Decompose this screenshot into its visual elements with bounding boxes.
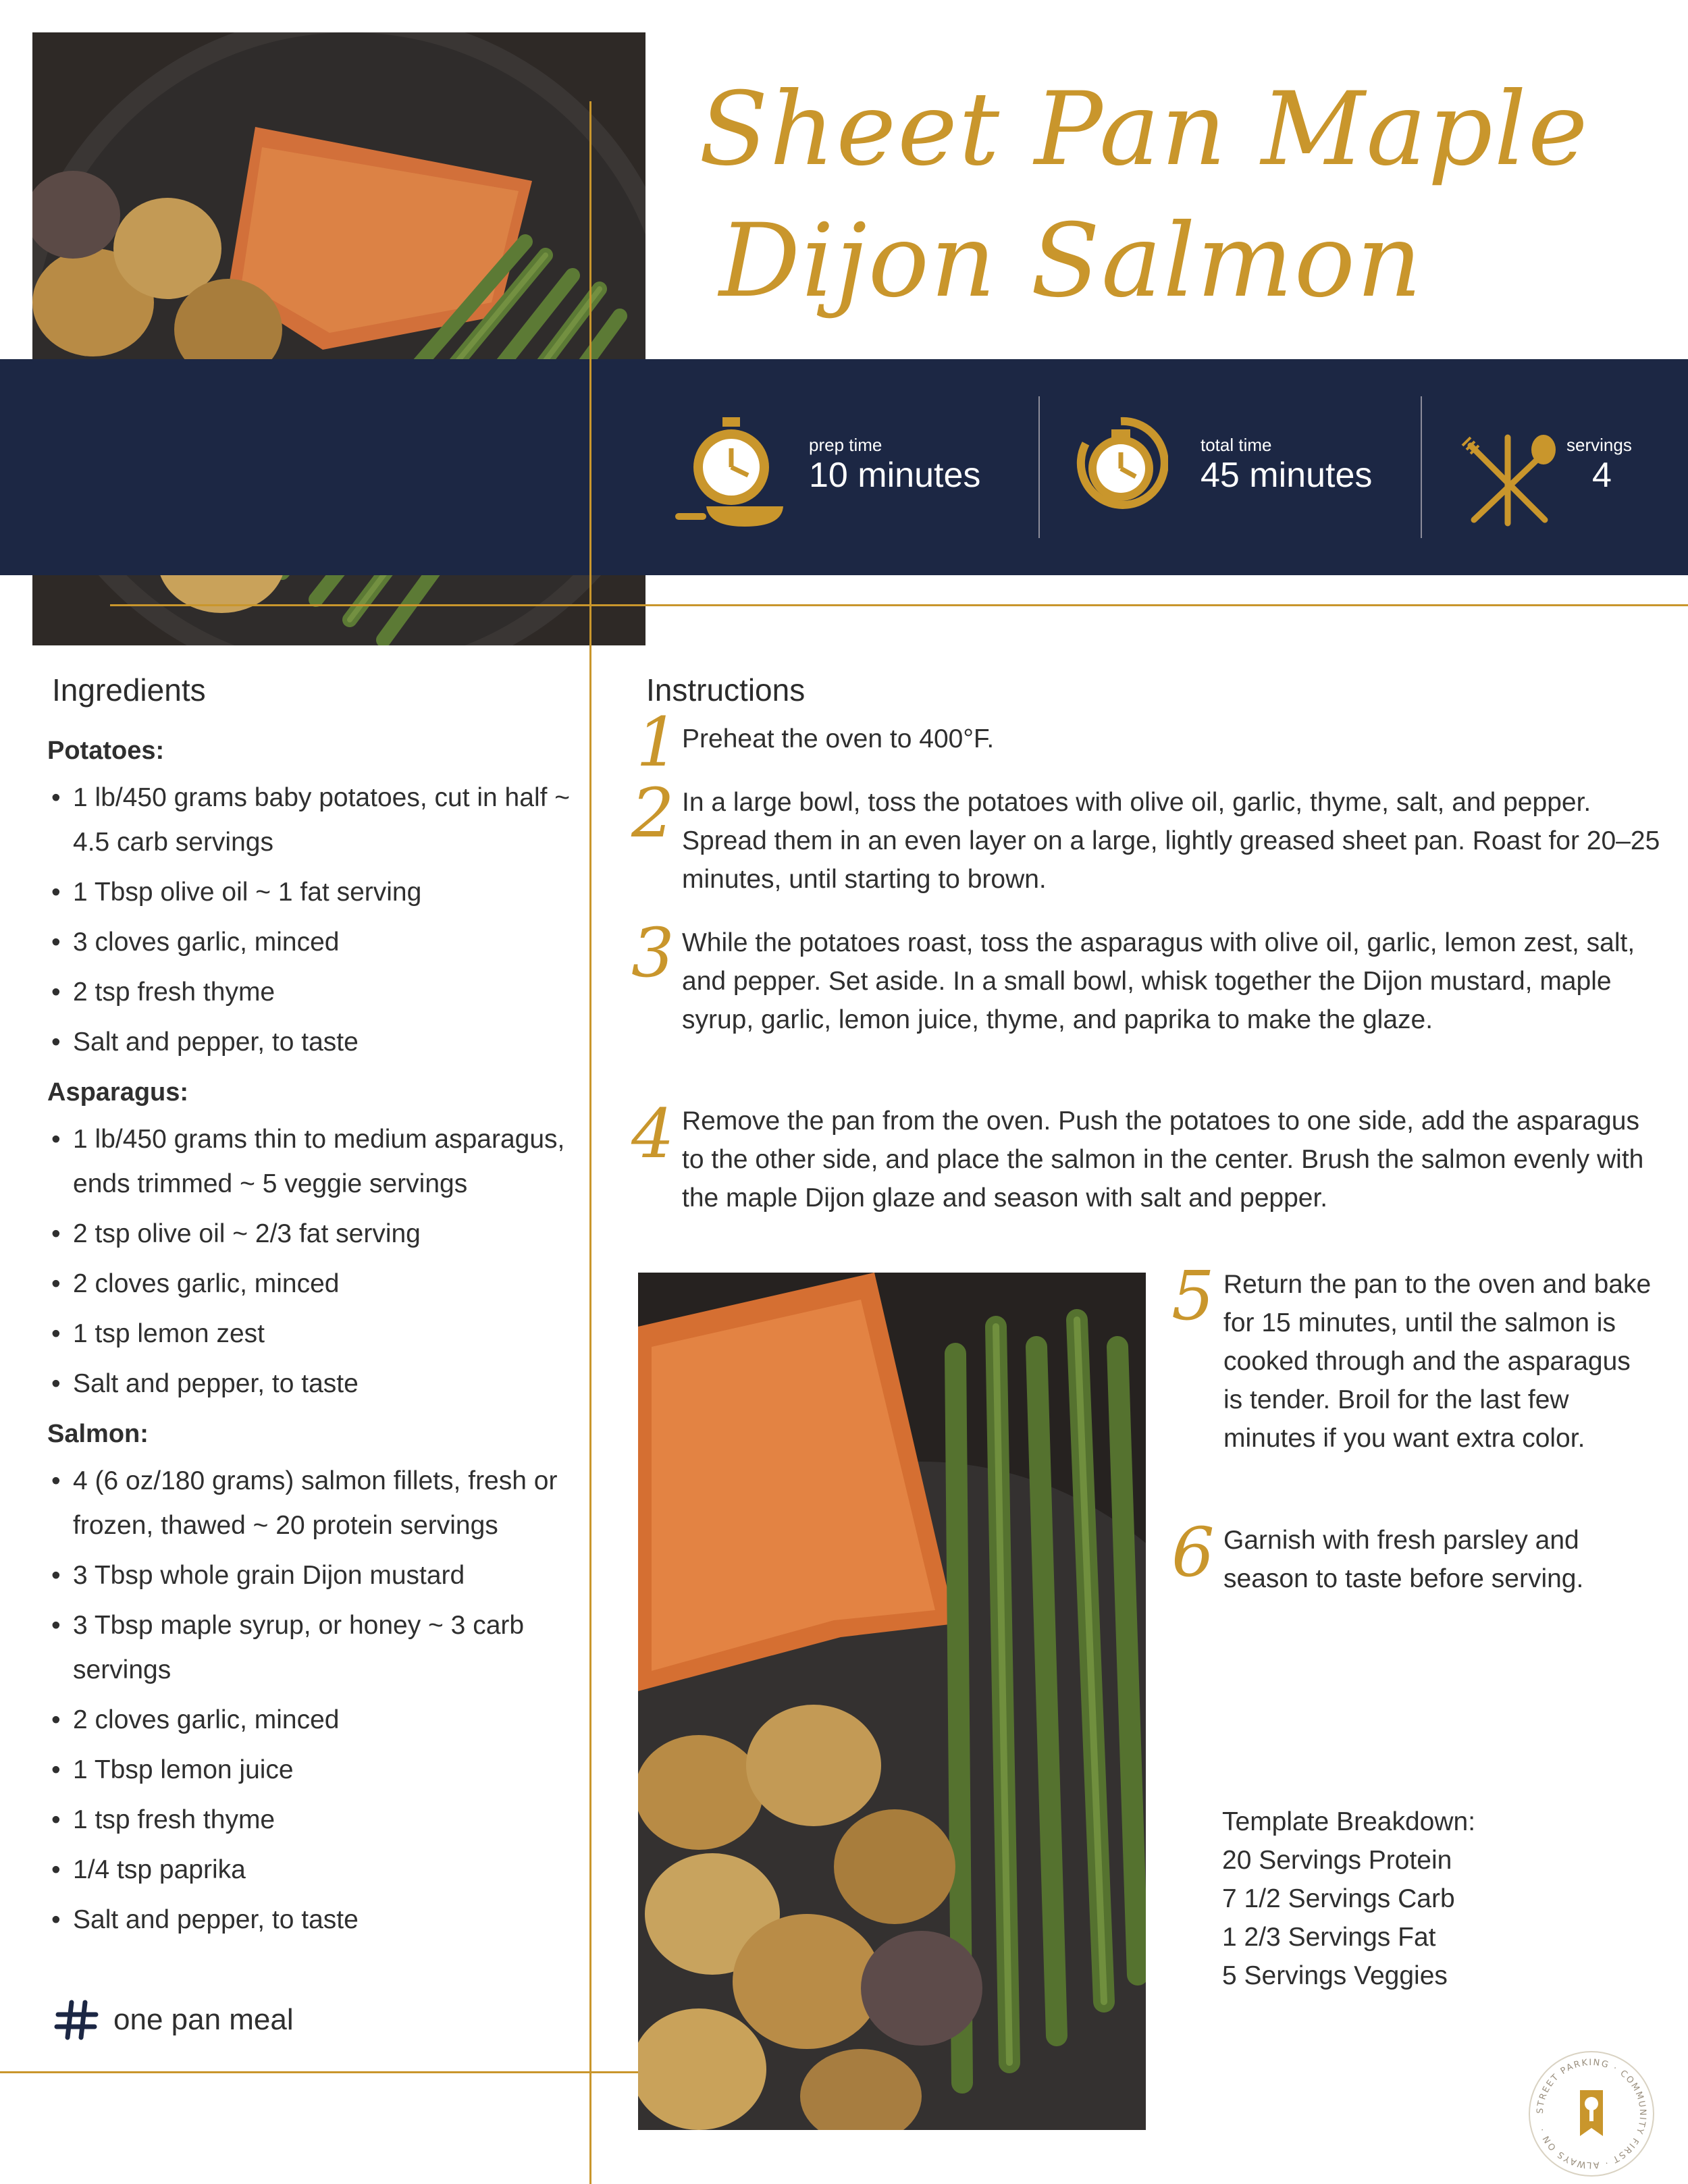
step-text: Garnish with fresh parsley and season to taste before serving. — [1223, 1526, 1584, 1593]
brand-seal-logo — [1527, 2050, 1656, 2178]
prep-time-icon — [675, 413, 790, 528]
ingredient-item: • Salt and pepper, to taste — [47, 1362, 587, 1406]
step-number: 3 — [631, 913, 675, 992]
servings-label: servings — [1566, 435, 1632, 455]
gold-vertical-rule — [589, 101, 591, 2184]
ingredient-item: • 3 cloves garlic, minced — [47, 920, 587, 965]
breakdown-heading: Template Breakdown: — [1222, 1807, 1476, 1836]
breakdown-line: 5 Servings Veggies — [1222, 1961, 1448, 1990]
step-text: In a large bowl, toss the potatoes with olive oil, garlic, thyme, salt, and pepper. Spread them in an even layer on a large, lightly greased sheet pan. Roast for 20–25 minutes, until starting to brown. — [682, 788, 1660, 894]
ingredient-item: • 3 Tbsp whole grain Dijon mustard — [47, 1553, 587, 1598]
hashtag-icon — [54, 2000, 101, 2040]
step-text: Preheat the oven to 400°F. — [682, 724, 995, 753]
breakdown-line: 7 1/2 Servings Carb — [1222, 1884, 1455, 1913]
ingredient-item: • 1 Tbsp olive oil ~ 1 fat serving — [47, 870, 587, 915]
step-text: Return the pan to the oven and bake for 15 minutes, until the salmon is cooked through and the asparagus is tender. Broil for the last few minutes if you want extra color. — [1223, 1270, 1652, 1453]
template-breakdown — [1222, 1803, 1627, 1995]
instructions-heading: Instructions — [646, 672, 806, 708]
recipe-title-line-1: Sheet Pan Maple — [699, 71, 1589, 188]
total-time-value: 45 minutes — [1201, 456, 1373, 495]
ingredient-group-title: Salmon: — [47, 1420, 149, 1448]
recipe-info-bar — [0, 359, 1688, 575]
breakdown-line: 20 Servings Protein — [1222, 1846, 1452, 1875]
step-text: While the potatoes roast, toss the asparagus with olive oil, garlic, lemon zest, salt, and pepper. Set aside. In a small bowl, whisk together the Dijon mustard, maple syrup, garlic, lemon juice, thyme, and paprika to make the glaze. — [682, 928, 1635, 1034]
step-number: 5 — [1171, 1256, 1215, 1335]
step-number: 6 — [1171, 1513, 1215, 1592]
seal-text: STREET PARKING · COMMUNITY FIRST · ALWAYS ON · — [1535, 2057, 1648, 2170]
step-number: 2 — [631, 774, 675, 853]
ingredient-item: • 3 Tbsp maple syrup, or honey ~ 3 carb servings — [47, 1603, 587, 1693]
recipe-title-line-2: Dijon Salmon — [719, 203, 1423, 320]
step-number: 1 — [636, 703, 679, 782]
ingredient-group-title: Potatoes: — [47, 737, 165, 765]
ingredient-item: • 1/4 tsp paprika — [47, 1848, 587, 1892]
info-divider — [1038, 396, 1040, 538]
salmon-photo — [638, 1273, 1146, 2130]
step-number: 4 — [631, 1094, 675, 1173]
total-time-label: total time — [1201, 435, 1272, 455]
servings-icon — [1457, 432, 1558, 527]
ingredient-item: • 4 (6 oz/180 grams) salmon fillets, fresh or frozen, thawed ~ 20 protein servings — [47, 1459, 587, 1548]
total-time-icon — [1074, 413, 1168, 514]
ingredient-item: • 1 tsp lemon zest — [47, 1312, 587, 1356]
hashtag-tag — [54, 2000, 294, 2040]
ingredient-group-title: Asparagus: — [47, 1078, 189, 1107]
ingredient-item: • 1 lb/450 grams thin to medium asparagus, ends trimmed ~ 5 veggie servings — [47, 1117, 587, 1206]
servings-value: 4 — [1592, 456, 1612, 495]
ingredient-item: • 2 tsp olive oil ~ 2/3 fat serving — [47, 1212, 587, 1256]
breakdown-line: 1 2/3 Servings Fat — [1222, 1923, 1436, 1952]
ingredient-item: • 1 Tbsp lemon juice — [47, 1748, 587, 1792]
ingredient-item: • Salt and pepper, to taste — [47, 1020, 587, 1065]
prep-time-value: 10 minutes — [809, 456, 981, 495]
ingredient-item: • 1 tsp fresh thyme — [47, 1798, 587, 1842]
hashtag-text: one pan meal — [113, 2003, 294, 2036]
ingredient-item: • 2 cloves garlic, minced — [47, 1262, 587, 1306]
ingredient-item: • Salt and pepper, to taste — [47, 1898, 587, 1942]
ingredients-list — [47, 726, 587, 1948]
gold-horizontal-rule — [110, 604, 1688, 606]
ingredient-item: • 2 cloves garlic, minced — [47, 1698, 587, 1742]
ingredient-item: • 2 tsp fresh thyme — [47, 970, 587, 1015]
ingredients-heading: Ingredients — [52, 672, 206, 708]
recipe-title — [699, 64, 1671, 327]
step-text: Remove the pan from the oven. Push the potatoes to one side, add the asparagus to the other side, and place the salmon in the center. Brush the salmon evenly with the maple Dijon glaze and season with salt and pepper. — [682, 1107, 1644, 1213]
prep-time-label: prep time — [809, 435, 882, 455]
info-divider — [1421, 396, 1422, 538]
ingredient-item: • 1 lb/450 grams baby potatoes, cut in half ~ 4.5 carb servings — [47, 776, 587, 865]
